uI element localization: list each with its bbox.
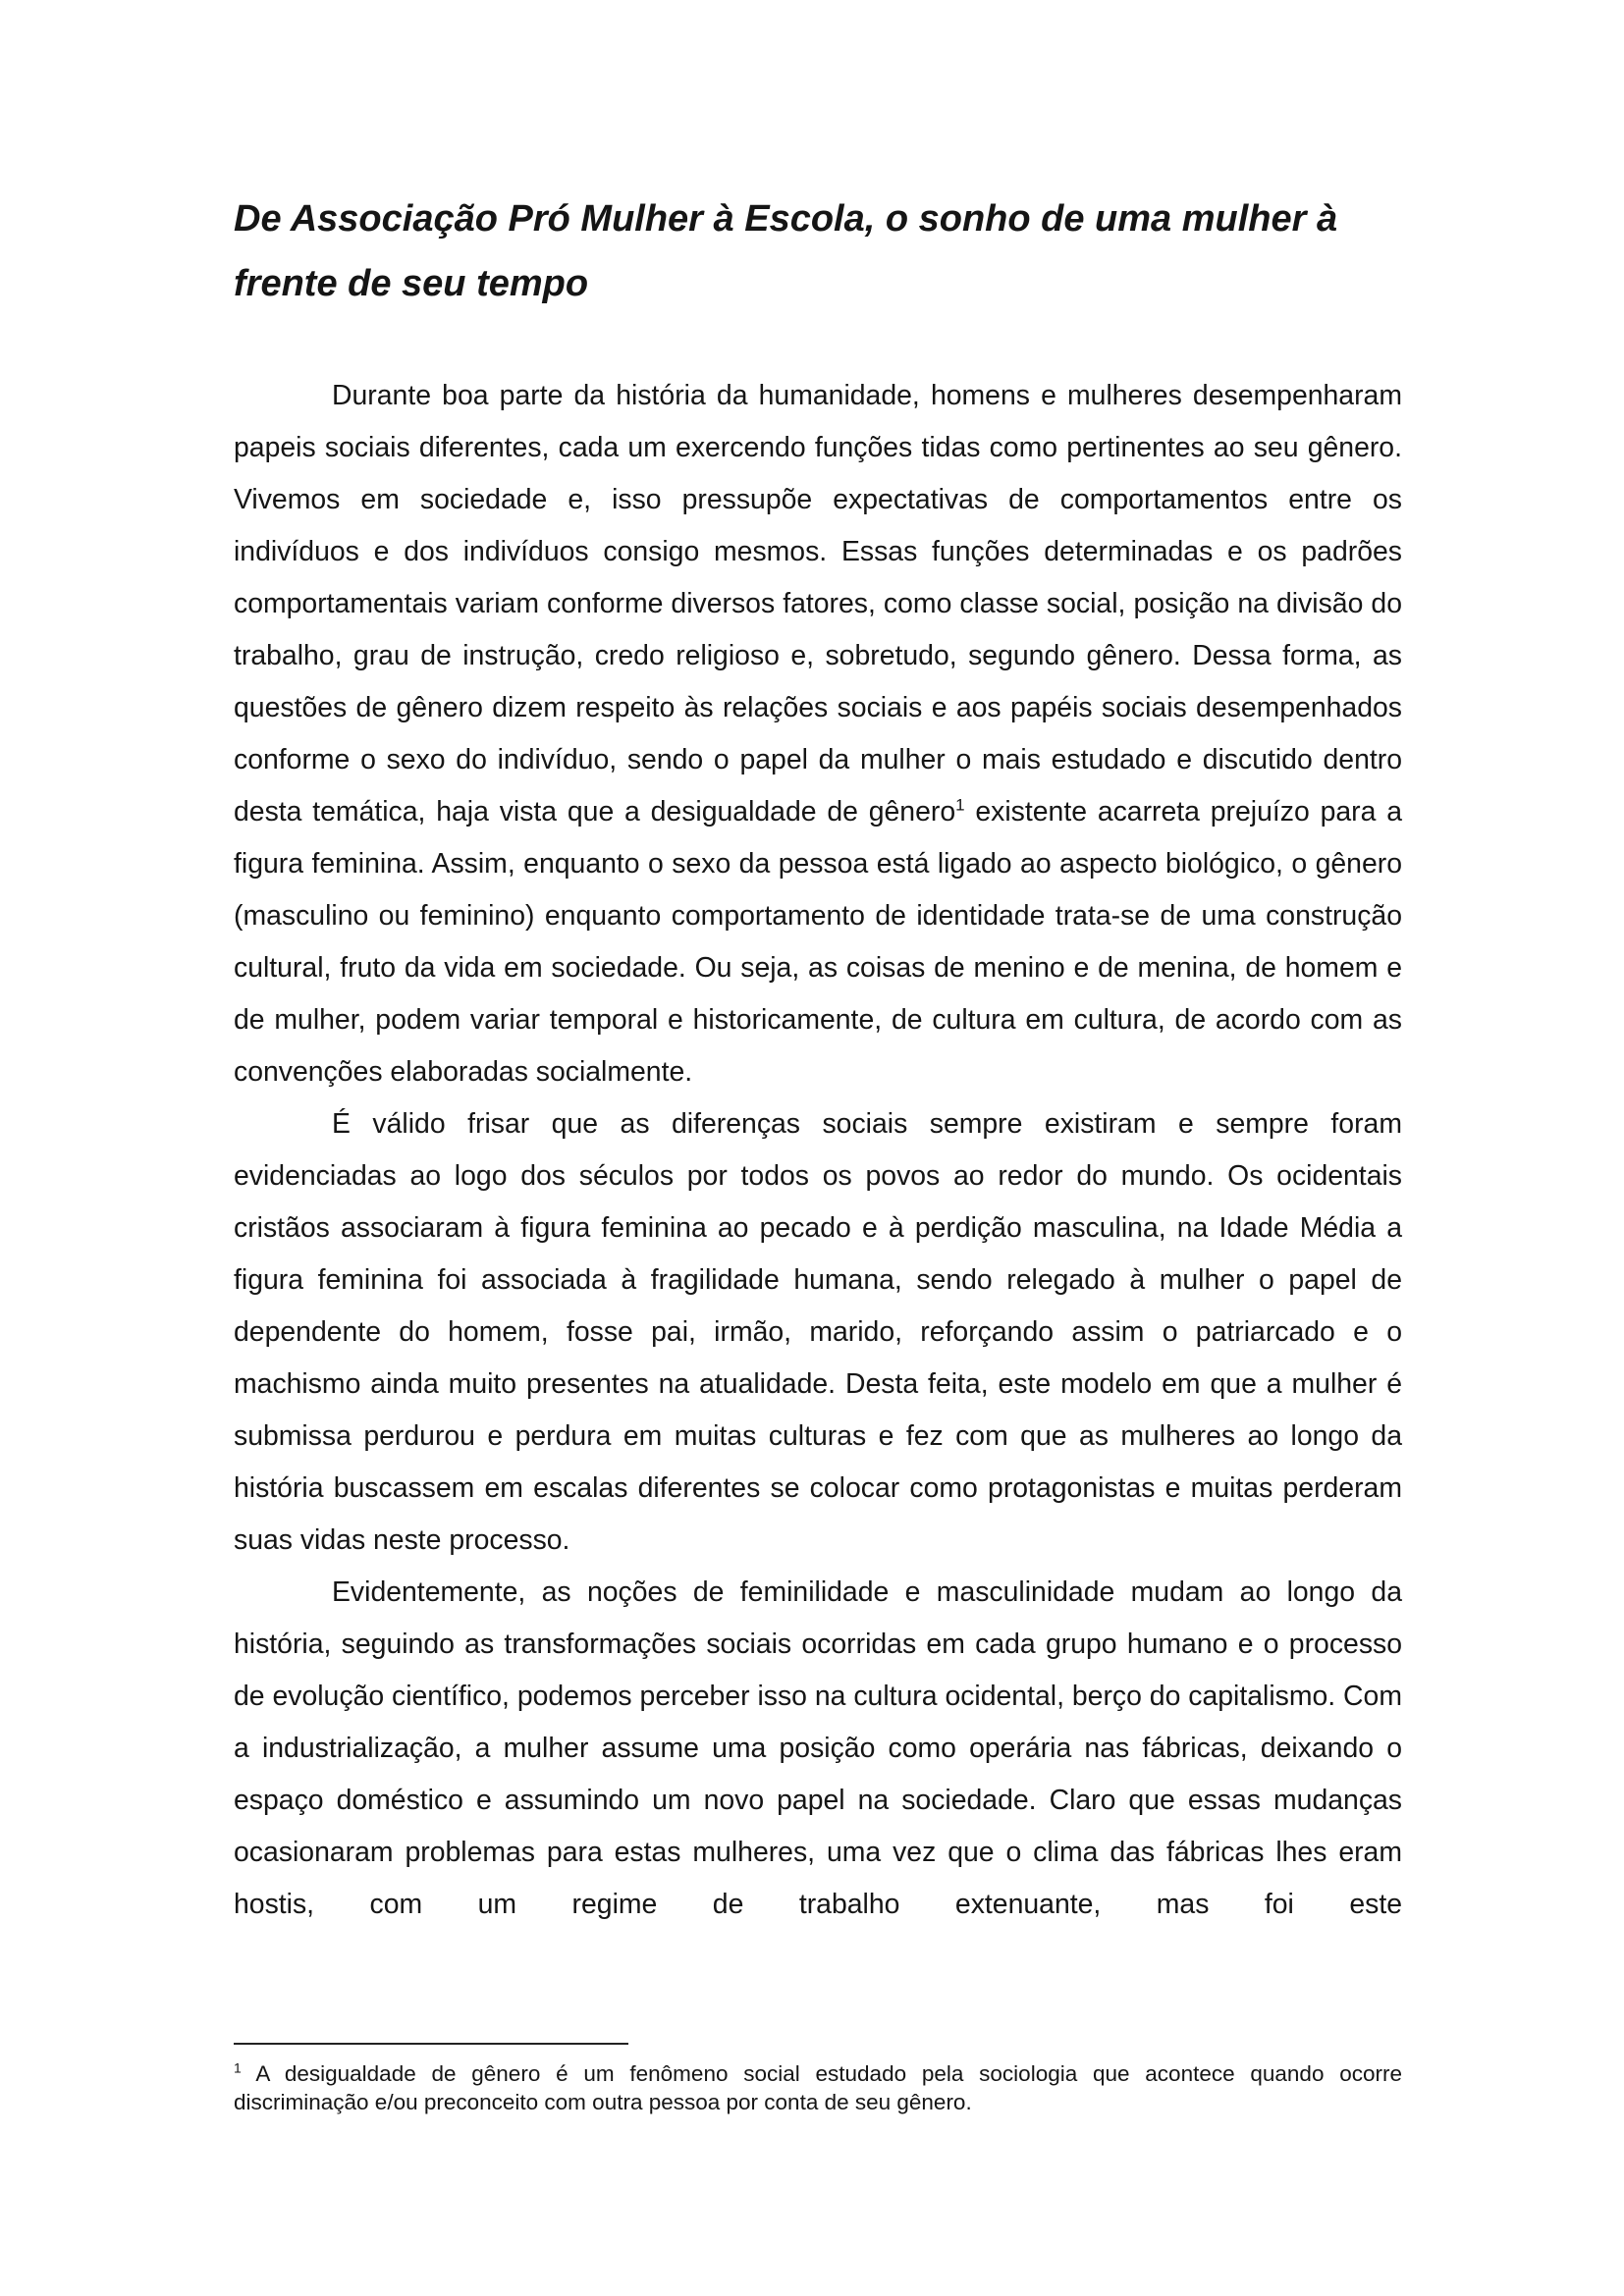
body-text <box>234 370 1402 1931</box>
paragraph-3: Evidentemente, as noções de feminilidade e masculinidade mudam ao longo da história, seguindo as transformações sociais ocorridas em cada grupo humano e o processo de evolução científico, podemos perceber isso na cultura ocidental, berço do capitalismo. Com a industrialização, a mulher assume uma posição como operária nas fábricas, deixando o espaço doméstico e assumindo um novo papel na sociedade. Claro que essas mudanças ocasionaram problemas para estas mulheres, uma vez que o clima das fábricas lhes eram hostis, com um regime de trabalho extenuante, mas foi este <box>234 1576 1402 1920</box>
footnote-marker: 1 <box>234 2059 242 2076</box>
paragraph-1-part-1: Durante boa parte da história da humanidade, homens e mulheres desempenharam papeis sociais diferentes, cada um exercendo funções tidas como pertinentes ao seu gênero. Vivemos em sociedade e, isso pressupõe expectativas de comportamentos entre os indivíduos e dos indivíduos consigo mesmos. Essas funções determinadas e os padrões comportamentais variam conforme diversos fatores, como classe social, posição na divisão do trabalho, grau de instrução, credo religioso e, sobretudo, segundo gênero. Dessa forma, as questões de gênero dizem respeito às relações sociais e aos papéis sociais desempenhados conforme o sexo do indivíduo, sendo o papel da mulher o mais estudado e discutido dentro desta temática, haja vista que a desigualdade de gênero <box>234 380 1402 828</box>
paragraph-1 <box>234 370 1402 1098</box>
footnote-separator <box>234 2043 628 2045</box>
footnote-text: A desigualdade de gênero é um fenômeno social estudado pela sociologia que acontece quando ocorre discriminação e/ou preconceito com outra pessoa por conta de seu gênero. <box>234 2061 1402 2114</box>
paragraph-1-part-2: existente acarreta prejuízo para a figura feminina. Assim, enquanto o sexo da pessoa está ligado ao aspecto biológico, o gênero (masculino ou feminino) enquanto comportamento de identidade trata-se de uma construção cultural, fruto da vida em sociedade. Ou seja, as coisas de menino e de menina, de homem e de mulher, podem variar temporal e historicamente, de cultura em cultura, de acordo com as convenções elaboradas socialmente. <box>234 796 1402 1088</box>
paragraph-2: É válido frisar que as diferenças sociais sempre existiram e sempre foram evidenciadas ao logo dos séculos por todos os povos ao redor do mundo. Os ocidentais cristãos associaram à figura feminina ao pecado e à perdição masculina, na Idade Média a figura feminina foi associada à fragilidade humana, sendo relegado à mulher o papel de dependente do homem, fosse pai, irmão, marido, reforçando assim o patriarcado e o machismo ainda muito presentes na atualidade. Desta feita, este modelo em que a mulher é submissa perdurou e perdura em muitas culturas e fez com que as mulheres ao longo da história buscassem em escalas diferentes se colocar como protagonistas e muitas perderam suas vidas neste processo. <box>234 1108 1402 1556</box>
footnote-reference: 1 <box>955 795 965 815</box>
document-title: De Associação Pró Mulher à Escola, o sonho de uma mulher à frente de seu tempo <box>234 198 1338 304</box>
footnote <box>234 2059 1402 2116</box>
